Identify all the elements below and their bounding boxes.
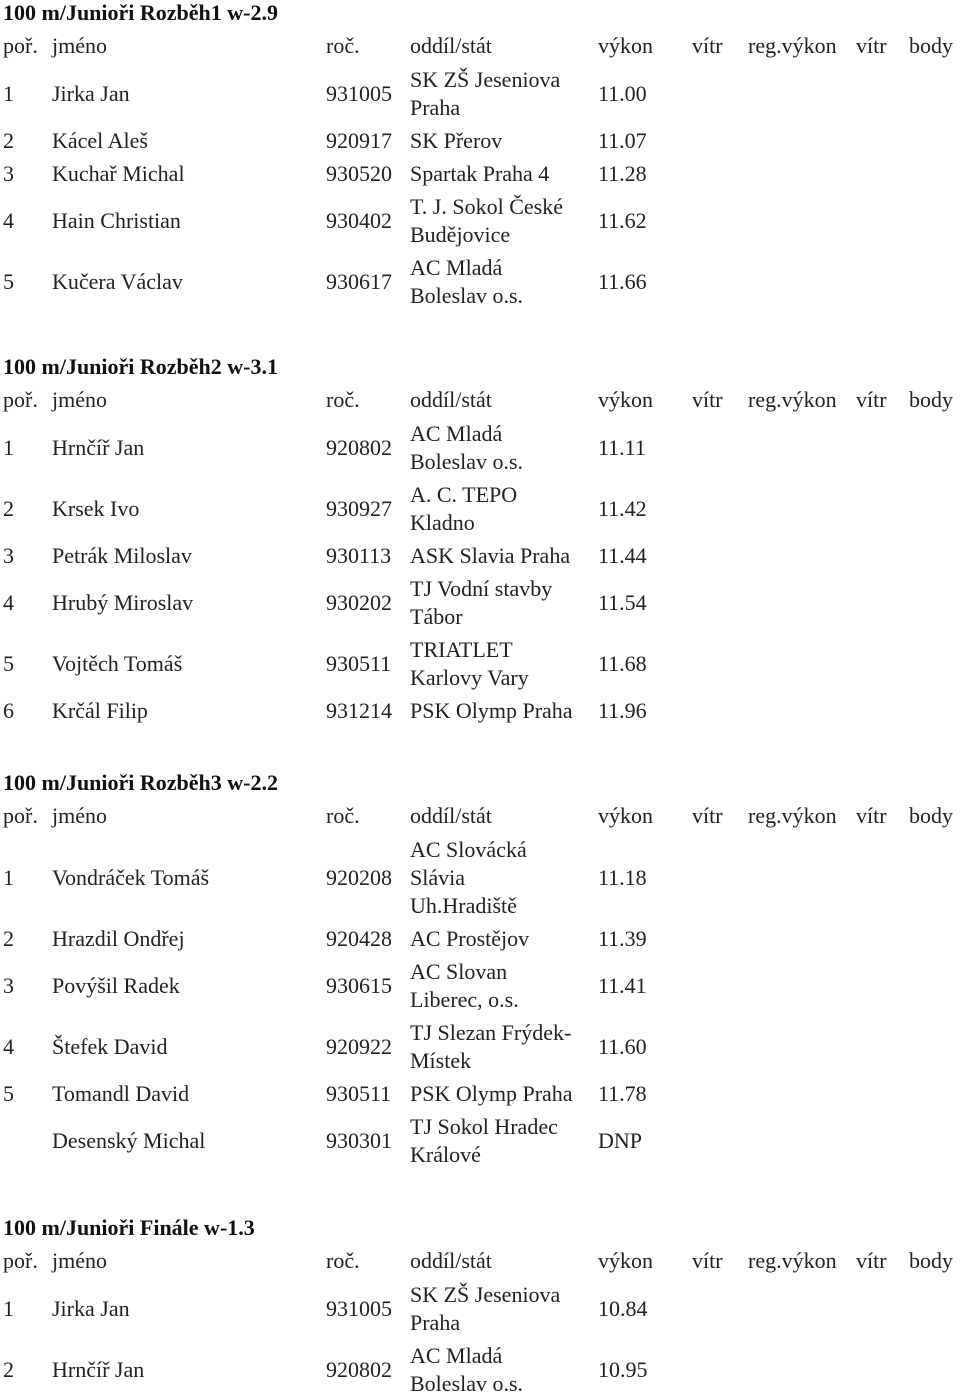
cell-club-line: Praha: [410, 95, 461, 120]
cell-position: 4: [3, 1034, 14, 1059]
table-row: [0, 1080, 960, 1108]
table-row: [0, 925, 960, 953]
column-header-perf: výkon: [598, 803, 653, 828]
column-header-club: oddíl/stát: [410, 803, 492, 828]
cell-performance: 11.39: [598, 926, 647, 951]
cell-performance: 11.68: [598, 651, 647, 676]
column-header-year: roč.: [326, 33, 360, 58]
cell-position: 3: [3, 973, 14, 998]
cell-club-line: TJ Vodní stavby: [410, 576, 553, 601]
cell-club-line: Kladno: [410, 510, 475, 535]
column-header-wind: vítr: [692, 803, 723, 828]
table-row: [0, 1019, 960, 1075]
cell-athlete-name: Krčál Filip: [52, 698, 148, 723]
cell-athlete-name: Hrubý Miroslav: [52, 590, 194, 615]
column-header-year: roč.: [326, 1248, 360, 1273]
cell-birth-date: 931214: [326, 698, 392, 723]
cell-position: 5: [3, 1081, 14, 1106]
column-header-reg: reg.výkon: [748, 33, 837, 58]
cell-position: 1: [3, 81, 14, 106]
cell-performance: 11.18: [598, 865, 647, 890]
cell-birth-date: 930511: [326, 1081, 392, 1106]
cell-position: 4: [3, 208, 14, 233]
cell-athlete-name: Povýšil Radek: [52, 973, 180, 998]
cell-club-line: AC Mladá: [410, 1343, 503, 1368]
cell-club-line: SK Přerov: [410, 128, 503, 153]
cell-club-line: Praha: [410, 1310, 461, 1335]
column-header-club: oddíl/stát: [410, 1248, 492, 1273]
cell-position: 6: [3, 698, 14, 723]
table-row: [0, 1281, 960, 1337]
column-header-pos: poř.: [3, 1248, 38, 1273]
table-row: [0, 575, 960, 631]
table-row: [0, 420, 960, 476]
cell-birth-date: 930927: [326, 496, 392, 521]
cell-athlete-name: Krsek Ivo: [52, 496, 140, 521]
cell-athlete-name: Jirka Jan: [52, 81, 130, 106]
column-header-perf: výkon: [598, 33, 653, 58]
cell-club-line: Spartak Praha 4: [410, 161, 550, 186]
column-header-wind2: vítr: [856, 387, 887, 412]
table-row: [0, 542, 960, 570]
cell-birth-date: 920802: [326, 435, 392, 460]
cell-position: 2: [3, 926, 14, 951]
cell-club-line: SK ZŠ Jeseniova: [410, 1282, 561, 1307]
cell-position: 1: [3, 1296, 14, 1321]
cell-birth-date: 930113: [326, 543, 392, 568]
cell-birth-date: 930617: [326, 269, 392, 294]
cell-club-line: PSK Olymp Praha: [410, 698, 573, 723]
cell-athlete-name: Hrnčíř Jan: [52, 1357, 145, 1382]
cell-club-line: T. J. Sokol České: [410, 194, 563, 219]
cell-club-line: Boleslav o.s.: [410, 449, 524, 474]
cell-club-line: AC Slovan: [410, 959, 508, 984]
cell-performance: 11.60: [598, 1034, 647, 1059]
cell-birth-date: 920922: [326, 1034, 392, 1059]
cell-club-line: TRIATLET: [410, 637, 513, 662]
column-header-pos: poř.: [3, 33, 38, 58]
cell-club-line: TJ Sokol Hradec: [410, 1114, 558, 1139]
cell-birth-date: 930520: [326, 161, 392, 186]
cell-athlete-name: Desenský Michal: [52, 1128, 206, 1153]
cell-club-line: PSK Olymp Praha: [410, 1081, 573, 1106]
column-header-perf: výkon: [598, 387, 653, 412]
column-header-perf: výkon: [598, 1248, 653, 1273]
cell-performance: DNP: [598, 1128, 643, 1153]
cell-club-line: Slávia: [410, 865, 465, 890]
cell-athlete-name: Kučera Václav: [52, 269, 183, 294]
cell-position: 2: [3, 128, 14, 153]
cell-performance: 11.66: [598, 269, 647, 294]
table-row: [0, 481, 960, 537]
cell-club-line: Boleslav o.s.: [410, 283, 524, 308]
column-header-name: jméno: [52, 803, 107, 828]
column-header-name: jméno: [52, 387, 107, 412]
cell-performance: 11.96: [598, 698, 647, 723]
column-header-pos: poř.: [3, 387, 38, 412]
cell-club-line: A. C. TEPO: [410, 482, 518, 507]
cell-birth-date: 920428: [326, 926, 392, 951]
table-row: [0, 836, 960, 920]
column-header-pos: poř.: [3, 803, 38, 828]
cell-club-line: Místek: [410, 1048, 472, 1073]
table-row: [0, 1113, 960, 1169]
section-heading: 100 m/Junioři Rozběh2 w-3.1: [3, 354, 278, 379]
cell-club-line: TJ Slezan Frýdek-: [410, 1020, 572, 1045]
cell-performance: 11.41: [598, 973, 647, 998]
cell-club-line: ASK Slavia Praha: [410, 543, 571, 568]
table-row: [0, 160, 960, 188]
cell-performance: 11.44: [598, 543, 647, 568]
column-header-points: body: [909, 33, 953, 58]
cell-club-line: AC Mladá: [410, 255, 503, 280]
cell-birth-date: 930402: [326, 208, 392, 233]
cell-birth-date: 920917: [326, 128, 392, 153]
cell-performance: 11.42: [598, 496, 647, 521]
table-row: [0, 697, 960, 725]
cell-performance: 10.84: [598, 1296, 648, 1321]
cell-athlete-name: Vondráček Tomáš: [52, 865, 210, 890]
cell-club-line: Uh.Hradiště: [410, 893, 517, 918]
cell-performance: 11.28: [598, 161, 647, 186]
column-header-wind2: vítr: [856, 1248, 887, 1273]
cell-birth-date: 931005: [326, 81, 392, 106]
table-row: [0, 958, 960, 1014]
cell-athlete-name: Hain Christian: [52, 208, 181, 233]
column-header-reg: reg.výkon: [748, 387, 837, 412]
cell-birth-date: 931005: [326, 1296, 392, 1321]
cell-athlete-name: Štefek David: [52, 1034, 168, 1059]
cell-position: 1: [3, 435, 14, 460]
cell-birth-date: 920208: [326, 865, 392, 890]
column-header-name: jméno: [52, 1248, 107, 1273]
column-header-points: body: [909, 387, 953, 412]
cell-position: 3: [3, 161, 14, 186]
cell-club-line: Králové: [410, 1142, 481, 1167]
cell-club-line: Tábor: [410, 604, 463, 629]
column-header-wind2: vítr: [856, 33, 887, 58]
cell-birth-date: 930511: [326, 651, 392, 676]
cell-athlete-name: Petrák Miloslav: [52, 543, 192, 568]
table-row: [0, 193, 960, 249]
cell-performance: 11.11: [598, 435, 646, 460]
cell-club-line: Budějovice: [410, 222, 511, 247]
cell-athlete-name: Jirka Jan: [52, 1296, 130, 1321]
cell-athlete-name: Kácel Aleš: [52, 128, 148, 153]
column-header-wind2: vítr: [856, 803, 887, 828]
cell-club-line: SK ZŠ Jeseniova: [410, 67, 561, 92]
cell-birth-date: 930615: [326, 973, 392, 998]
column-header-wind: vítr: [692, 1248, 723, 1273]
cell-position: 1: [3, 865, 14, 890]
table-row: [0, 127, 960, 155]
section-heading: 100 m/Junioři Rozběh1 w-2.9: [3, 0, 278, 25]
column-header-wind: vítr: [692, 387, 723, 412]
cell-athlete-name: Vojtěch Tomáš: [52, 651, 183, 676]
cell-athlete-name: Hrazdil Ondřej: [52, 926, 185, 951]
cell-performance: 11.00: [598, 81, 647, 106]
cell-club-line: AC Mladá: [410, 421, 503, 446]
table-row: [0, 66, 960, 122]
table-row: [0, 1342, 960, 1398]
cell-position: 5: [3, 269, 14, 294]
cell-athlete-name: Tomandl David: [52, 1081, 190, 1106]
cell-birth-date: 930202: [326, 590, 392, 615]
cell-club-line: AC Prostějov: [410, 926, 530, 951]
cell-position: 3: [3, 543, 14, 568]
section-heading: 100 m/Junioři Rozběh3 w-2.2: [3, 770, 278, 795]
cell-athlete-name: Kuchař Michal: [52, 161, 185, 186]
column-header-club: oddíl/stát: [410, 33, 492, 58]
cell-club-line: Liberec, o.s.: [410, 987, 519, 1012]
column-header-points: body: [909, 1248, 953, 1273]
cell-birth-date: 930301: [326, 1128, 392, 1153]
column-header-wind: vítr: [692, 33, 723, 58]
cell-performance: 11.07: [598, 128, 647, 153]
column-header-year: roč.: [326, 803, 360, 828]
cell-club-line: AC Slovácká: [410, 837, 527, 862]
cell-club-line: Karlovy Vary: [410, 665, 529, 690]
column-header-reg: reg.výkon: [748, 1248, 837, 1273]
cell-athlete-name: Hrnčíř Jan: [52, 435, 145, 460]
cell-birth-date: 920802: [326, 1357, 392, 1382]
cell-position: 5: [3, 651, 14, 676]
cell-performance: 11.62: [598, 208, 647, 233]
column-header-year: roč.: [326, 387, 360, 412]
cell-performance: 10.95: [598, 1357, 648, 1382]
column-header-club: oddíl/stát: [410, 387, 492, 412]
cell-club-line: Boleslav o.s.: [410, 1371, 524, 1396]
section-heading: 100 m/Junioři Finále w-1.3: [3, 1215, 255, 1240]
column-header-reg: reg.výkon: [748, 803, 837, 828]
cell-position: 4: [3, 590, 14, 615]
column-header-points: body: [909, 803, 953, 828]
cell-position: 2: [3, 496, 14, 521]
cell-performance: 11.78: [598, 1081, 647, 1106]
table-row: [0, 636, 960, 692]
cell-position: 2: [3, 1357, 14, 1382]
table-row: [0, 254, 960, 310]
column-header-name: jméno: [52, 33, 107, 58]
cell-performance: 11.54: [598, 590, 647, 615]
